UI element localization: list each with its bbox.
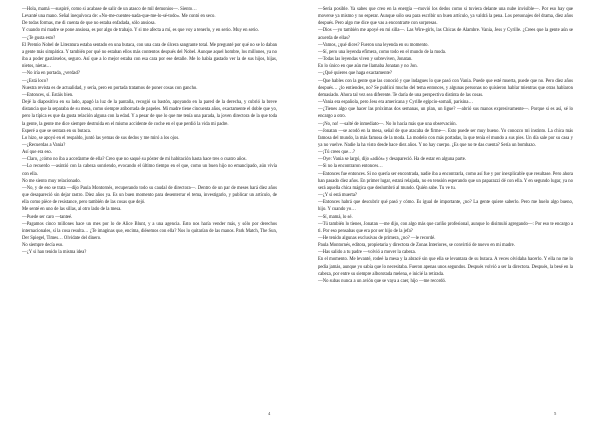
paragraph: —¿Tienes algo que hacer las próximas dos semanas, un plan, un ligue? —abrió sus manos expresivamente—. Porque si es así, sé lo encargo a otro. — [318, 107, 573, 120]
paragraph: —Jonatan —se acodó en la mesa, señal de que atacaba de firme—. Esto puede ser muy bueno. Yo conozco mi instinto. La chica más famosa del mundo, la más famosa de la moda. La modelo con más portadas, la que tenía el mundo a sus pies. Un día sale por su casa y ya no vuelve. Nadie la ha visto desde hace diez años. Y no hay cuerpo. ¿Es que no te das cuenta? Sería un bombazo. — [318, 128, 573, 148]
paragraph: —No subas nunca a un avión que se vaya a caer, hijo —me recordó. — [318, 278, 447, 284]
paragraph: —He tenido algunas exclusivas de primera, ¿no? —le recordé. — [318, 236, 436, 241]
paragraph: En el momento. Me levanté, rodeé la mesa y la abracé sin que ella se levantara de su butaca. A veces olvidaba hacerlo. Y ella no me lo pedía jamás, aunque yo sabía que lo necesitaba. Fueron apenas unos segundos. Después volvió a ser la directora. Después, la besé en la cabeza, por entre su siempre alborotada melena, e inicié la retirada. — [318, 257, 573, 277]
paragraph: Lo hizo, se apoyó en el respaldo, juntó las yemas de sus dedos y me miró a los ojos. — [22, 135, 180, 141]
paragraph: —Sí, mamá, lo sé. — [318, 214, 353, 220]
paragraph: —Todas las leyendas viven y sobreviven, Jonatan. — [318, 57, 413, 63]
paragraph: —Entonces habrá que descubrir qué pasó y cómo. Es igual de importante, ¿no? La gente quiere saberlo. Pero me huelo algo bueno, hijo. Y cuando yo… — [318, 200, 573, 213]
paragraph: —No, y de eso se trata —dijo Paula Montornés, recuperando todo su caudal de directora—. Dentro de un par de meses hará diez años que desapareció sin dejar rastro. Diez años ya. Es un buen momento para desenterrar el tema, investigarlo, y publicar un artículo, de ella como pièce de resistance, pero también de las cosas que dejó. — [22, 185, 277, 206]
paragraph: En lo único en que aún me llamaba Jonatan y no Jon. — [318, 64, 418, 70]
paragraph: Dejé la diapositiva en su lado, apagó la luz de la pantalla, recogió su bastón, apoyando en la pared de la derecha, y cubrió la breve distancia que la separaba de su mesa, como siempre atiborrada de papeles. Mi madre tiene cincuenta años, exactamente el doble que yo, pero la típica es que da gusta relación alguna con la edad. Y a pesar de que lo que me tenía una parada, la joven directora de la que toda la gente, la gente me dice siempre destruida en el mismo accidente de coche en el que perdió la vida mi padre. — [22, 100, 277, 127]
paragraph: —¿Recuerdas a Vania? — [22, 142, 66, 148]
paragraph: —Dios —yo también me apoyé en mi silla—. Las Wire-girls, las Chicas de Alambre. Vania, Jess y Cyrille. ¿Crees que la gente aún se acuerda de ellas? — [318, 28, 573, 41]
paragraph: —Lo recuerdo —asintió con la cabeza sonriendo, evocando el último tiempo en el que, como un buen hijo no emancipado, aún vivía con ella. — [22, 164, 277, 177]
paragraph: Paula Montornés, editora, propietaria y directora de Zonas Interiores, se convirtió de nuevo en mi madre. — [318, 243, 515, 249]
paragraph: No siempre decía eso. — [22, 243, 64, 249]
paragraph: —Tú también lo tienes, Jonatan —me dijo, con algo más que cariño profesional, aunque lo disimuló agregando—: Por eso te encargo a ti. Por eso pensabas que era por ser hijo de la jefa? — [318, 221, 573, 234]
paragraph: —Puede ser caro —tanteé. — [22, 214, 73, 220]
page-number-right: 5 — [554, 411, 557, 416]
paragraph: —Entonces fue entonces. Si no quería ser encontrada, nadie iba a encontrarla, como así fue y por inexplicable que resultase. Pero ahora han pasado diez años. En primer lugar, estará relajada, no en tensión esperando que un paparazzi dé con ella. Y en segundo lugar, ya no será aquella chica mágica que deslumbró al mundo. Quién sabe. Tu ve tu. — [318, 171, 573, 191]
page-number-left: 4 — [268, 411, 271, 416]
paragraph: De todas formas, me di cuenta de que no estaba enfadada, sólo ansiosa. — [22, 21, 156, 27]
paragraph: —Oye: Vania se largó, dijo «adiós» y desapareció. Ha de estar en alguna parte. — [318, 157, 466, 163]
left-page — [22, 6, 277, 418]
left-page-text — [22, 6, 277, 256]
paragraph: —¡Tú crees que…? — [318, 150, 355, 156]
paragraph: No me siento muy relacionado. — [22, 178, 81, 184]
right-page — [318, 6, 573, 418]
paragraph: —Sí, pero una leyenda efímera, como todo en el mundo de la moda. — [318, 49, 446, 55]
paragraph: —No iría en portada, ¿verdad? — [22, 71, 80, 77]
paragraph: Esperé a que se sentara en su butaca. — [22, 128, 91, 134]
paragraph: —Sería posible. Ya sabes que creo en la energía —movió los dedos como si tuviera delante una nube invisible—. Por eso hay que moverse ya mismo y no esperar. Aunque sólo sea para escribir un buen artículo, ya valdrá la pena. Los personajes del drama, diez años después. Pero algo me dice que vas a encontrarte con sorpresas. — [318, 7, 573, 27]
right-page-text — [318, 6, 573, 285]
paragraph: —Entonces, sí. Estáis bien. — [22, 92, 74, 98]
paragraph: —Has salido a tu padre —volvió a mover la cabeza. — [318, 250, 416, 256]
paragraph: —Vania era española, pero Jess era americana y Cyrille egipcio-somalí, parisina… — [318, 100, 474, 106]
paragraph: Y cuando mi madre se pone ansiosa, es por algo de trabajo. Y si me afecta a mí, es que voy a tenerlo, y en serio. Muy en serio. — [22, 28, 259, 34]
paragraph: —Pagamos cinco millones hace un mes por lo de Alice Blunt, y a una agencia. Esto nos haría vender más, y sólo por derechos internacionales, sí la cosa resulta… ¿Te imaginas que, encima, diésemos con ella? Nos lo quitarían de las manos. Park Match, The Sun, Der Spiegel, Times… Olvidate del dinero. — [22, 221, 277, 241]
paragraph: —¿Y si está muerta? — [318, 193, 358, 199]
paragraph: —Que hables con la gente que las conoció y que indagues lo que pasó con Vania. Puede que esté muerta, puede que no. Pero diez años después… ¿lo entiendes, no? Se publicó mucho del tema entonces, y algunas personas no quisieron hablar mientras que otras hablaron demasiado. Ahora tal vez sea diferente. Te daría de una perspectiva distinta de las cosas. — [318, 78, 573, 98]
paragraph: —Hola, mamá —suspiré, como si acabase de salir de un atasco de mil demonios—. Siento… — [22, 7, 197, 12]
paragraph: Nuestra revista es de actualidad, y sería, pero en portada tratamos de poner cosas con gancho. — [22, 85, 198, 91]
paragraph: —Claro, ¿cómo no iba a acordarme de ella? Creo que no saqué su póster de mi habitación hasta hace tres o cuatro años. — [22, 157, 247, 163]
paragraph: —Si no la encontraron entonces… — [318, 164, 383, 170]
paragraph: —¡No, no! —salté de inmediato—. No lo hacía más que una observación. — [318, 121, 457, 127]
paragraph: —¿Y si han tenido la misma idea? — [22, 250, 87, 256]
paragraph: Levanté una mano. Señal inequívoca de: «No-me-cuentes-nada-que-me-lo-sé-todo». Me contó en seco. — [22, 14, 216, 20]
paragraph: —¿Te gusta esto? — [22, 35, 56, 41]
paragraph: —¿Qué quieres que haga exactamente? — [318, 71, 392, 77]
paragraph: Así que era eso. — [22, 150, 52, 156]
paragraph: El Premio Nobel de Literatura estaba sentado en una butaca, con una cara de úlcera sangrante total. Me pregunté por qué no se lo daban a gente más simpática. Y también por qué no estaban ellos más contentos después del Nobel. Aunque aquel hombre, los millones, ya no iba a poder gastárselos, seguro. Así que a lo mejor estaba con esa cara por ese detalle. Me lo había gastado ver la de sus hijos, hijas, nietos, nietas… — [22, 42, 277, 70]
paragraph: Me senté en uno de las sillas, al otro lado de la mesa. — [22, 207, 122, 213]
paragraph: —Vamos, ¿qué dices? Fueron una leyenda en su momento. — [318, 42, 429, 48]
paragraph: —¿Está loco? — [22, 78, 49, 84]
